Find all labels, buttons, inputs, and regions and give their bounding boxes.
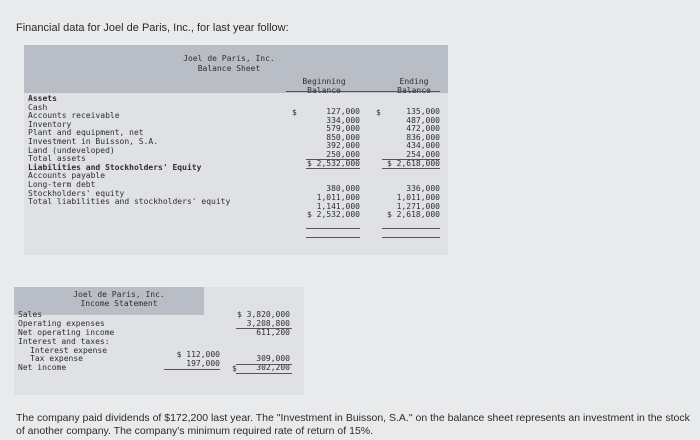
intro-text: Financial data for Joel de Paris, Inc., for last year follow: xyxy=(16,22,289,34)
cell-value: 1,011,000 xyxy=(316,192,360,202)
row-label: Accounts receivable xyxy=(28,111,120,121)
interest-value: $ 112,000 xyxy=(176,350,220,359)
sales-label: Sales xyxy=(18,310,43,319)
total-rule xyxy=(382,168,440,169)
currency-symbol: $ xyxy=(232,364,237,373)
total-assets-label: Total assets xyxy=(28,154,86,164)
cell-value: 127,000 xyxy=(326,107,360,116)
total-rule xyxy=(306,168,360,169)
col-head-ending: Ending Balance xyxy=(397,77,431,95)
interest-label: Interest expense xyxy=(30,345,108,355)
sales-value: $ 3,820,000 xyxy=(237,310,290,319)
total-liabilities-label: Total liabilities and stockholders' equity xyxy=(28,197,231,207)
total-rule xyxy=(382,237,440,238)
cell-value: 254,000 xyxy=(406,149,440,159)
subtotal-rule xyxy=(306,159,360,160)
outro-text: The company paid dividends of $172,200 last year. The "Investment in Buisson, S.A." on the balance sheet represents an investment in the stock of another company. The company's minimum required rate of return of 15%. xyxy=(16,412,690,437)
row-label: Investment in Buisson, S.A. xyxy=(28,136,159,146)
cell-value: 434,000 xyxy=(406,141,440,151)
company-name: Joel de Paris, Inc. xyxy=(73,290,165,299)
statement-title: Income Statement xyxy=(80,299,158,308)
opex-label: Operating expenses xyxy=(18,318,105,328)
row-label: Plant and equipment, net xyxy=(28,128,144,138)
col-head-beginning: Beginning Balance xyxy=(302,77,346,95)
cell-value: 1,011,000 xyxy=(396,192,440,202)
tax-label: Tax expense xyxy=(30,354,83,364)
cell-value: 579,000 xyxy=(326,124,360,134)
income-statement-panel xyxy=(14,287,304,395)
cell-value: 336,000 xyxy=(406,184,440,194)
cell-value: 472,000 xyxy=(406,124,440,134)
opex-value: 3,208,800 xyxy=(246,318,290,328)
row-label: Long-term debt xyxy=(28,179,96,189)
total-interest-taxes-value: 309,000 xyxy=(256,354,290,364)
row-label: Land (undeveloped) xyxy=(28,145,115,155)
balance-sheet-title xyxy=(174,54,284,74)
cell-total: $ 2,618,000 xyxy=(387,158,440,168)
interest-taxes-label: Interest and taxes: xyxy=(18,336,110,346)
row-label: Accounts payable xyxy=(28,171,106,181)
cell-value: 850,000 xyxy=(326,132,360,142)
subtotal-rule xyxy=(306,228,360,229)
cell-total: $ 2,532,000 xyxy=(307,210,360,220)
balance-sheet-panel xyxy=(24,45,448,255)
opex-rule xyxy=(236,328,292,329)
cell-value: 487,000 xyxy=(406,115,440,125)
cell-value: 1,271,000 xyxy=(396,201,440,211)
row-label: Inventory xyxy=(28,119,72,129)
total-rule xyxy=(306,237,360,238)
cell-total: $ 2,532,000 xyxy=(307,158,360,168)
row-label: Cash xyxy=(28,102,48,112)
net-income-rule xyxy=(236,373,292,374)
noi-label: Net operating income xyxy=(18,327,115,337)
net-income-value: 302,200 xyxy=(256,363,290,373)
assets-heading: Assets xyxy=(28,94,57,103)
income-statement-labels xyxy=(18,311,114,373)
subtotal-rule xyxy=(382,159,440,160)
income-statement-title xyxy=(64,290,174,308)
cell-value: 1,141,000 xyxy=(316,201,360,211)
liabilities-heading: Liabilities and Stockholders' Equity xyxy=(28,162,202,172)
header-rule xyxy=(286,91,440,92)
ending-column xyxy=(384,108,440,220)
cell-value: 392,000 xyxy=(326,141,360,151)
cell-value: 836,000 xyxy=(406,132,440,142)
cell-value: 380,000 xyxy=(326,184,360,194)
interest-tax-rule xyxy=(236,364,292,365)
beginning-column xyxy=(304,108,360,220)
noi-value: 611,200 xyxy=(256,327,290,337)
balance-sheet-labels xyxy=(28,95,230,207)
cell-value: 135,000 xyxy=(406,107,440,116)
tax-rule xyxy=(164,369,220,370)
interest-tax-column xyxy=(164,351,220,369)
statement-title: Balance Sheet xyxy=(197,64,261,73)
currency-symbol: $ xyxy=(376,108,381,117)
cell-value: 250,000 xyxy=(326,149,360,159)
cell-value: 334,000 xyxy=(326,115,360,125)
tax-value: 197,000 xyxy=(186,358,220,368)
subtotal-rule xyxy=(382,228,440,229)
net-income-label: Net income xyxy=(18,363,67,373)
row-label: Stockholders' equity xyxy=(28,188,125,198)
cell-total: $ 2,618,000 xyxy=(387,210,440,220)
currency-symbol: $ xyxy=(292,108,297,117)
company-name: Joel de Paris, Inc. xyxy=(183,54,275,63)
